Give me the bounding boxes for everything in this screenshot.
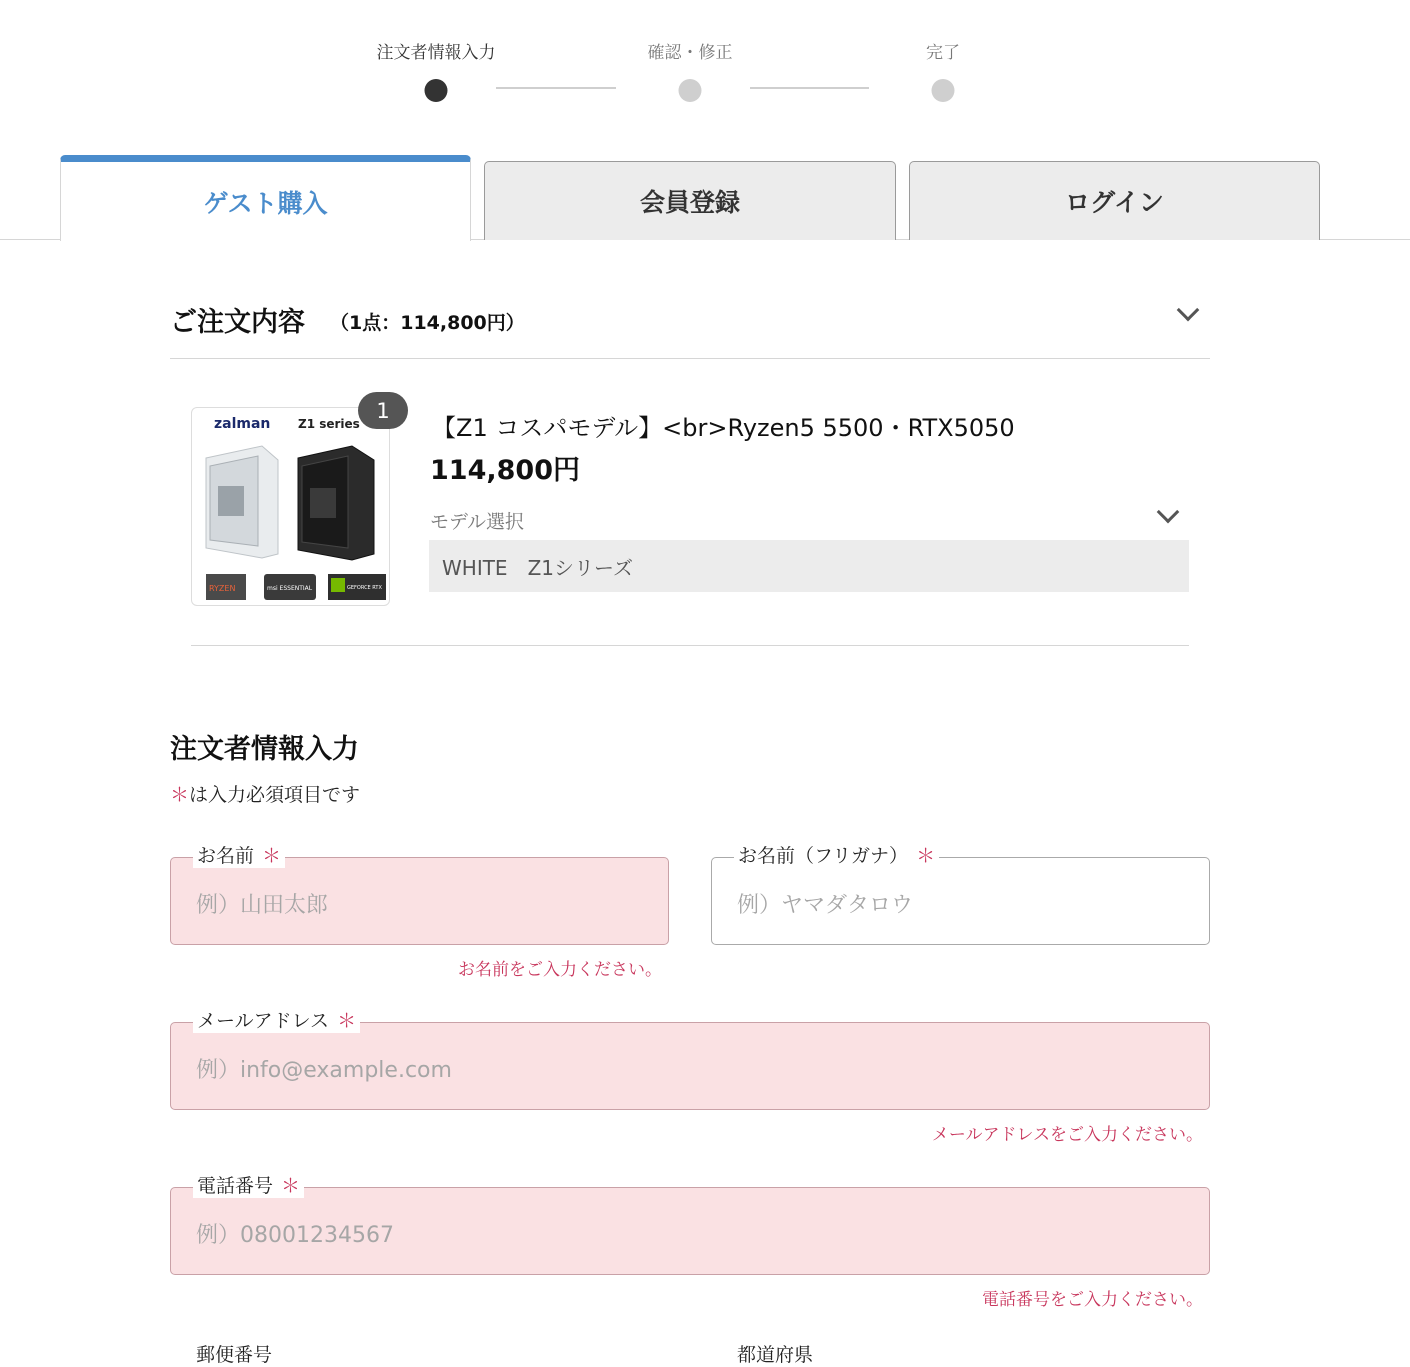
- product-image: [191, 407, 390, 606]
- step-dot: [679, 79, 702, 102]
- tab-guest-purchase[interactable]: ゲスト購入: [60, 155, 471, 241]
- order-summary-count-total: （1点：114,800円）: [330, 312, 525, 334]
- order-summary-title: ご注文内容: [170, 307, 305, 338]
- postal-code-field-label: 郵便番号: [196, 1344, 273, 1366]
- step-label-order-info: 注文者情報入力: [376, 43, 496, 63]
- tab-member-registration[interactable]: 会員登録: [484, 161, 896, 240]
- tab-login[interactable]: ログイン: [909, 161, 1320, 240]
- step-dot-current: [425, 79, 448, 102]
- msi-logo-text: msi ESSENTIAL: [267, 585, 313, 592]
- model-select[interactable]: [429, 540, 1189, 592]
- product-price: 114,800円: [430, 455, 580, 486]
- model-select-chevron-down-icon[interactable]: [1157, 501, 1180, 524]
- step-label-confirm: 確認・修正: [647, 43, 733, 63]
- step-connector: [496, 87, 616, 89]
- name-kana-field-label: お名前（フリガナ） ＊: [734, 844, 939, 868]
- image-series-text: Z1 series: [298, 417, 360, 431]
- phone-field: [170, 1175, 1210, 1275]
- name-kana-field: [711, 845, 1210, 945]
- phone-error-message: 電話番号をご入力ください。: [982, 1290, 1203, 1310]
- email-field-label: メールアドレス ＊: [193, 1009, 360, 1033]
- geforce-logo-text: GEFORCE RTX: [347, 585, 382, 591]
- phone-input[interactable]: [171, 1188, 1209, 1274]
- name-kana-input[interactable]: [712, 858, 1209, 944]
- name-field: [170, 845, 669, 945]
- required-note: [170, 780, 360, 807]
- model-select-label: モデル選択: [430, 511, 525, 533]
- email-input[interactable]: [171, 1023, 1209, 1109]
- required-asterisk: ＊: [281, 1175, 301, 1197]
- ryzen-logo-text: RYZEN: [209, 584, 236, 593]
- prefecture-field-label: 都道府県: [737, 1344, 814, 1366]
- required-note-text: は入力必須項目です: [189, 784, 361, 806]
- step-label-complete: 完了: [926, 43, 960, 63]
- product-name: 【Z1 コスパモデル】<br>Ryzen5 5500・RTX5050: [432, 414, 1015, 442]
- step-connector: [750, 87, 869, 89]
- step-dot: [932, 79, 955, 102]
- required-asterisk: ＊: [337, 1010, 357, 1032]
- quantity-badge: 1: [358, 392, 408, 429]
- divider: [191, 645, 1189, 646]
- divider: [170, 358, 1210, 359]
- pc-case-illustration: [192, 408, 391, 607]
- email-field: [170, 1010, 1210, 1110]
- name-error-message: お名前をご入力ください。: [458, 960, 662, 980]
- required-asterisk: ＊: [916, 845, 936, 867]
- name-input[interactable]: [171, 858, 668, 944]
- phone-field-label: 電話番号 ＊: [193, 1174, 304, 1198]
- chevron-down-icon[interactable]: [1177, 299, 1200, 322]
- model-select-value: WHITE Z1シリーズ: [442, 555, 633, 580]
- name-field-label: お名前 ＊: [193, 844, 285, 868]
- email-error-message: メールアドレスをご入力ください。: [931, 1125, 1203, 1145]
- required-asterisk: ＊: [170, 784, 190, 806]
- orderer-form-title: 注文者情報入力: [170, 734, 359, 765]
- required-asterisk: ＊: [262, 845, 282, 867]
- image-brand-text: zalman: [214, 416, 271, 432]
